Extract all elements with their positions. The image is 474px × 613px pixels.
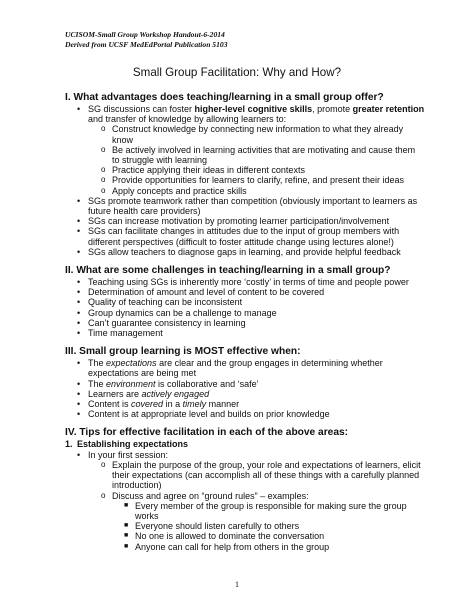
subsection-heading: 1. Establishing expectations	[65, 439, 189, 450]
list-item: o Be actively involved in learning activities that are motivating and cause them to struggle with learning	[101, 144, 416, 166]
list-item: • Group dynamics can be a challenge to manage	[77, 307, 277, 318]
square-bullet-icon: ■	[124, 542, 129, 550]
circle-bullet-icon: o	[101, 175, 106, 185]
section-3-heading: III. Small group learning is MOST effective when:	[65, 346, 301, 358]
section-1-heading: I. What advantages does teaching/learning in a small group offer?	[65, 92, 384, 103]
bullet-icon: •	[77, 449, 81, 460]
bullet-icon: •	[77, 358, 81, 369]
square-bullet-icon: ■	[124, 501, 129, 509]
list-item: • Content is at appropriate level and builds on prior knowledge	[77, 409, 330, 420]
list-item: • Determination of amount and level of content to be covered	[77, 287, 325, 298]
section-2-list	[65, 277, 425, 338]
circle-bullet-icon: o	[101, 144, 106, 154]
bullet-icon: •	[77, 246, 81, 257]
list-item: o Construct knowledge by connecting new information to what they already know	[101, 124, 404, 145]
bullet-icon: •	[77, 328, 81, 339]
header-line-1: UCISOM-Small Group Workshop Handout-6-2014	[65, 30, 225, 39]
list-item: o Explain the purpose of the group, your role and expectations of learners, elicit their expectations (can accomplish all of these things with a carefully planned introduction)	[101, 459, 421, 491]
bullet-icon: •	[77, 378, 81, 389]
section-4-heading: IV. Tips for effective facilitation in each of the above areas:	[65, 427, 349, 439]
circle-bullet-icon: o	[101, 490, 106, 500]
bullet-icon: •	[77, 399, 81, 410]
list-item: • SGs promote teamwork rather than competition (obviously important to learners as future health care providers)	[77, 195, 418, 217]
bullet-icon: •	[77, 287, 81, 298]
circle-bullet-icon: o	[101, 185, 106, 195]
list-item: • Content is covered in a timely manner	[77, 399, 240, 410]
circle-bullet-icon: o	[101, 459, 106, 469]
list-item: ■ Every member of the group is responsible for making sure the group works	[124, 500, 407, 521]
page-title: Small Group Facilitation: Why and How?	[132, 66, 342, 79]
bullet-icon: •	[77, 226, 81, 237]
list-item: • SGs allow teachers to diagnose gaps in learning, and provide helpful feedback	[77, 246, 401, 257]
list-item: ■ No one is allowed to dominate the conversation	[124, 531, 325, 542]
document-body	[65, 92, 425, 552]
bullet-icon: •	[77, 277, 81, 288]
bullet-icon: •	[77, 297, 81, 308]
section-4-list	[65, 450, 425, 552]
circle-bullet-icon: o	[101, 124, 106, 134]
list-item: • SGs can increase motivation by promoting learner participation/involvement	[77, 216, 390, 227]
square-bullet-icon: ■	[124, 522, 129, 530]
list-item: o Provide opportunities for learners to clarify, refine, and present their ideas	[101, 175, 404, 186]
bullet-icon: •	[77, 195, 81, 206]
bullet-icon: •	[77, 317, 81, 328]
list-item: • The expectations are clear and the group engages in determining whether expectations are being met	[77, 358, 383, 379]
section-1-list	[65, 104, 425, 257]
list-item: • Can’t guarantee consistency in learning	[77, 317, 246, 328]
list-item: • SG discussions can foster higher-level cognitive skills, promote greater retention and transfer of knowledge by allowing learners to:	[77, 104, 425, 125]
header-line-2: Derived from UCSF MedEdPortal Publication 5103	[65, 40, 228, 49]
circle-bullet-icon: o	[101, 165, 106, 175]
list-item: • Quality of teaching can be inconsistent	[77, 297, 243, 308]
list-item: o Discuss and agree on “ground rules” – examples:	[101, 490, 309, 501]
square-bullet-icon: ■	[124, 532, 129, 540]
bullet-icon: •	[77, 104, 81, 114]
bullet-icon: •	[77, 307, 81, 318]
bullet-icon: •	[77, 409, 81, 420]
list-item: • Teaching using SGs is inherently more ‘costly’ in terms of time and people power	[77, 277, 409, 288]
section-2-heading: II. What are some challenges in teaching/learning in a small group?	[65, 265, 391, 277]
section-3-list	[65, 358, 425, 419]
page-number: 1	[235, 580, 239, 589]
list-item: o Apply concepts and practice skills	[101, 185, 247, 196]
list-item: ■ Anyone can call for help from others in the group	[124, 541, 330, 552]
list-item: o Practice applying their ideas in different contexts	[101, 165, 305, 176]
list-item: • Learners are actively engaged	[77, 388, 210, 399]
list-item: • Time management	[77, 328, 163, 339]
bullet-icon: •	[77, 388, 81, 399]
list-item: • In your first session:	[77, 449, 169, 460]
list-item: ■ Everyone should listen carefully to others	[124, 521, 300, 532]
bullet-icon: •	[77, 216, 81, 227]
list-item: • The environment is collaborative and ‘safe’	[77, 378, 259, 389]
list-item: • SGs can facilitate changes in attitudes due to the input of group members with different perspectives (difficult to foster attitude change using lectures alone!)	[77, 226, 400, 247]
